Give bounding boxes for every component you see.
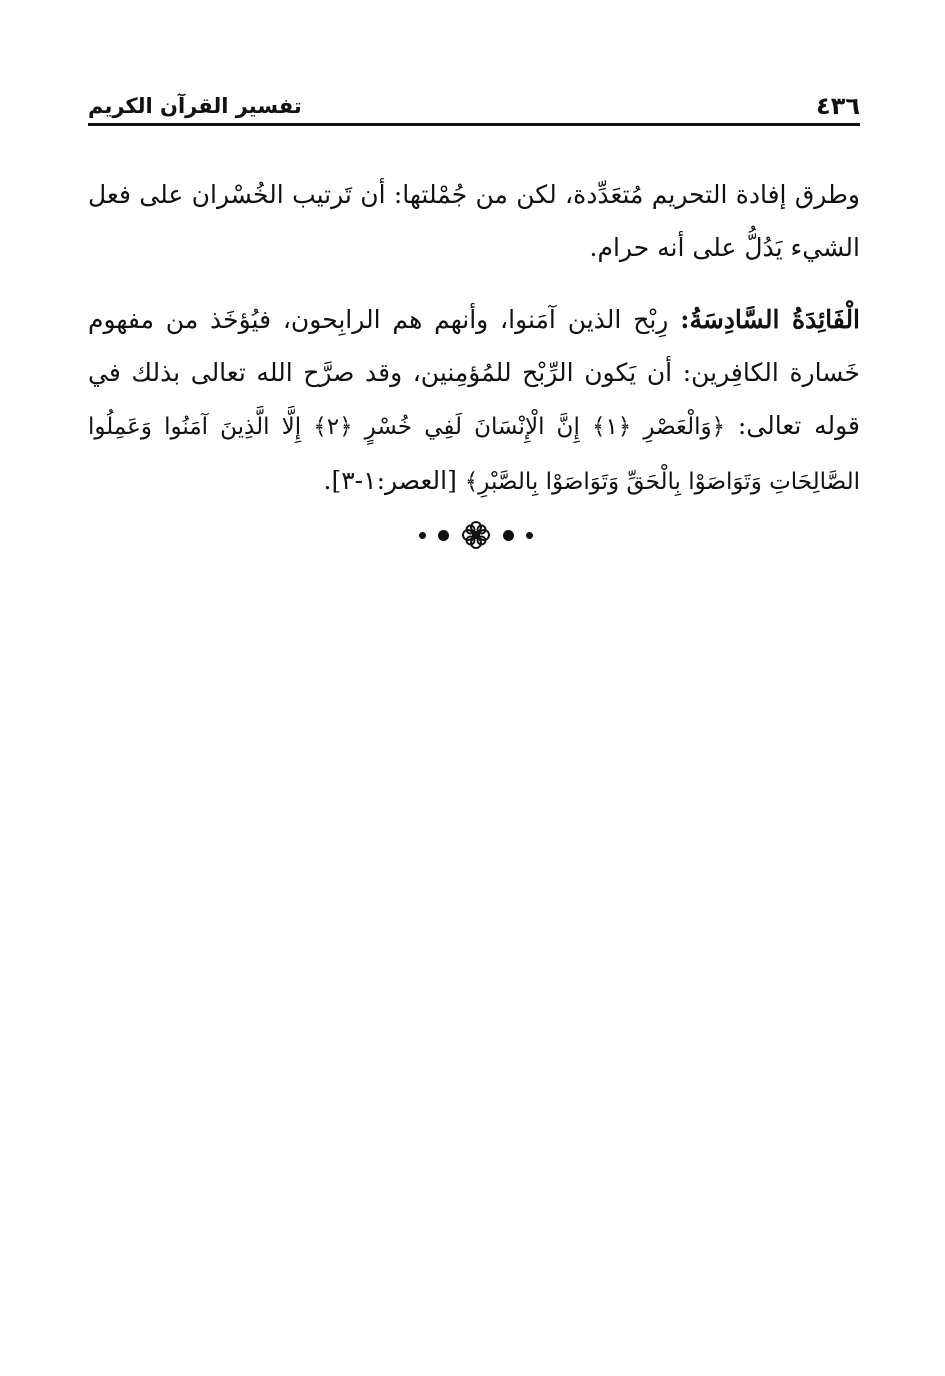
section-heading: الْفَائِدَةُ السَّادِسَةُ: [680, 305, 861, 334]
dot-icon [503, 530, 514, 541]
page-header [88, 88, 860, 126]
quran-quote: ﴿وَالْعَصْرِ ﴿١﴾ إِنَّ الْإِنْسَانَ لَفِي خُسْرٍ ﴿٢﴾ إِلَّا الَّذِينَ آمَنُوا وَعَمِلُوا الصَّالِحَاتِ وَتَوَاصَوْا بِالْحَقِّ وَتَوَاصَوْا بِالصَّبْرِ﴾ [88, 414, 860, 495]
section-end-ornament [418, 520, 534, 550]
running-title: تفسير القرآن الكريم [88, 94, 302, 118]
paragraph-2-text: رِبْح الذين آمَنوا، وأنهم هم الرابِحون، فيُؤخَذ من مفهوم خَسارة الكافِرين: أن يَكون الرِّبْح للمُؤمِنين، وقد صرَّح الله تعالى بذلك في قوله تعالى: [88, 305, 860, 440]
paragraph-2 [88, 293, 860, 509]
paragraph-1: وطرق إفادة التحريم مُتعَدِّدة، لكن من جُمْلتها: أن تَرتيب الخُسْران على فعل الشيء يَدُلُّ على أنه حرام. [88, 180, 860, 262]
header-rule [88, 123, 860, 126]
dot-icon [419, 532, 426, 539]
page-number: ٤٣٦ [816, 92, 860, 120]
citation: [العصر:١-٣]. [323, 466, 457, 495]
body-text [88, 168, 860, 528]
dot-icon [438, 530, 449, 541]
dot-icon [526, 532, 533, 539]
flower-ornament-icon [461, 520, 491, 550]
